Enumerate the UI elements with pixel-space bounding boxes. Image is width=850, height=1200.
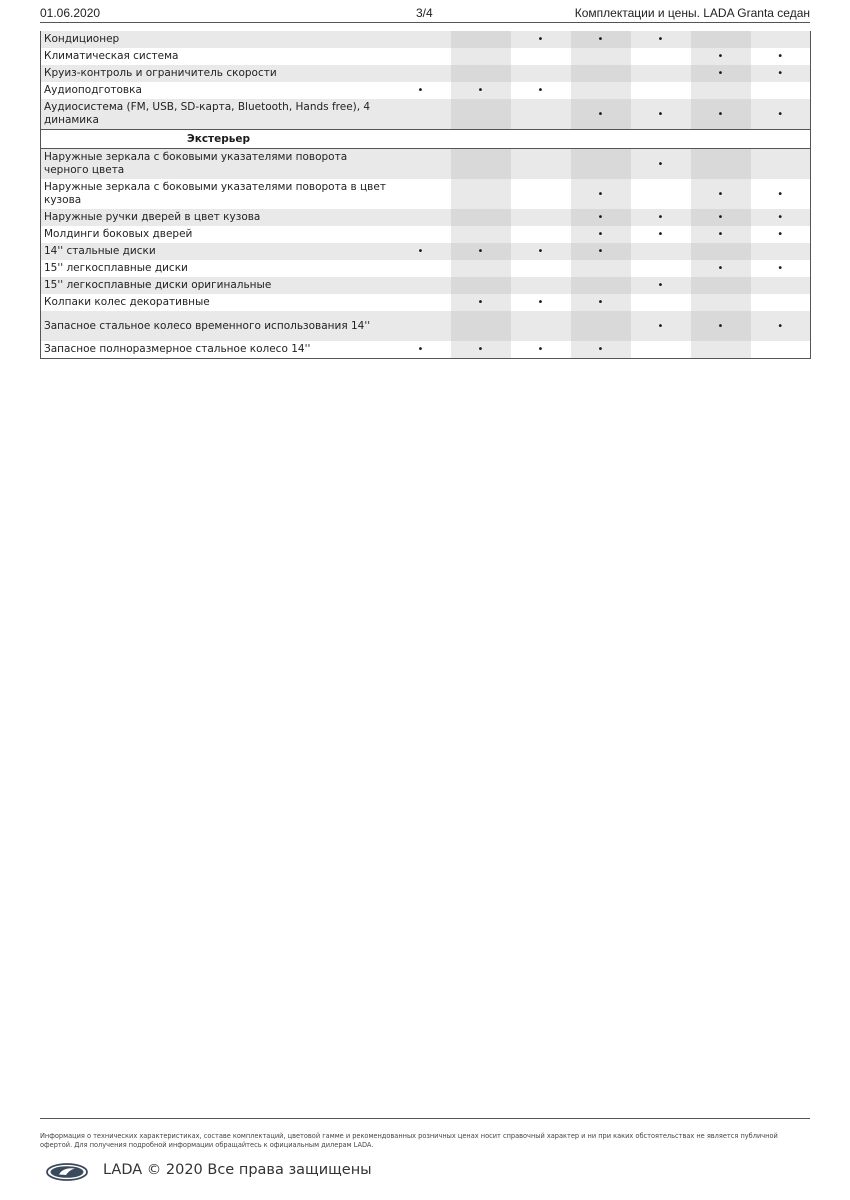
table-row <box>41 99 811 130</box>
availability-cell <box>511 260 571 277</box>
feature-name: Колпаки колес декоративные <box>41 294 391 311</box>
availability-cell: • <box>451 294 511 311</box>
feature-name: Круиз-контроль и ограничитель скорости <box>41 65 391 82</box>
table-row <box>41 65 811 82</box>
feature-name: Наружные зеркала с боковыми указателями поворота в цвет кузова <box>41 179 391 209</box>
availability-cell <box>571 65 631 82</box>
table-row <box>41 243 811 260</box>
availability-cell: • <box>511 243 571 260</box>
table-row <box>41 341 811 359</box>
availability-cell <box>451 226 511 243</box>
availability-cell: • <box>751 260 811 277</box>
availability-cell: • <box>751 226 811 243</box>
availability-cell: • <box>691 99 751 130</box>
availability-cell: • <box>691 48 751 65</box>
availability-cell: • <box>691 226 751 243</box>
availability-cell <box>511 209 571 226</box>
page-number: 3/4 <box>416 6 433 20</box>
availability-cell <box>691 277 751 294</box>
table-row <box>41 311 811 341</box>
availability-cell: • <box>571 294 631 311</box>
availability-cell: • <box>391 341 451 359</box>
table-row <box>41 31 811 48</box>
availability-cell: • <box>391 243 451 260</box>
availability-cell <box>391 260 451 277</box>
availability-cell <box>451 311 511 341</box>
feature-name: Запасное стальное колесо временного использования 14'' <box>41 311 391 341</box>
availability-cell <box>511 149 571 180</box>
table-row <box>41 209 811 226</box>
availability-cell: • <box>631 99 691 130</box>
availability-cell: • <box>571 243 631 260</box>
section-header-row <box>41 130 811 149</box>
feature-name: Наружные зеркала с боковыми указателями поворота черного цвета <box>41 149 391 180</box>
availability-cell <box>631 294 691 311</box>
availability-cell <box>691 149 751 180</box>
availability-cell <box>751 82 811 99</box>
availability-cell <box>391 31 451 48</box>
availability-cell <box>511 277 571 294</box>
availability-cell: • <box>451 341 511 359</box>
table-row <box>41 179 811 209</box>
availability-cell <box>571 260 631 277</box>
feature-name: Молдинги боковых дверей <box>41 226 391 243</box>
availability-cell <box>391 226 451 243</box>
lada-logo-icon <box>46 1163 88 1181</box>
page-header <box>40 6 810 22</box>
feature-name: Запасное полноразмерное стальное колесо 14'' <box>41 341 391 359</box>
availability-cell <box>391 99 451 130</box>
availability-cell <box>751 294 811 311</box>
availability-cell <box>691 31 751 48</box>
availability-cell: • <box>691 311 751 341</box>
availability-cell <box>511 65 571 82</box>
availability-cell: • <box>511 31 571 48</box>
availability-cell <box>451 179 511 209</box>
availability-cell <box>511 179 571 209</box>
feature-name: Аудиоподготовка <box>41 82 391 99</box>
availability-cell <box>391 311 451 341</box>
feature-name: 15'' легкосплавные диски <box>41 260 391 277</box>
availability-cell <box>391 294 451 311</box>
availability-cell: • <box>571 31 631 48</box>
availability-cell <box>451 99 511 130</box>
table-row <box>41 277 811 294</box>
availability-cell <box>751 277 811 294</box>
availability-cell <box>511 48 571 65</box>
availability-cell: • <box>571 209 631 226</box>
availability-cell: • <box>631 311 691 341</box>
availability-cell: • <box>511 82 571 99</box>
availability-cell: • <box>751 48 811 65</box>
availability-cell <box>391 48 451 65</box>
availability-cell: • <box>691 209 751 226</box>
availability-cell: • <box>691 65 751 82</box>
availability-cell <box>751 31 811 48</box>
availability-cell <box>751 341 811 359</box>
feature-name: Климатическая система <box>41 48 391 65</box>
availability-cell <box>691 82 751 99</box>
table-row <box>41 149 811 180</box>
footer-disclaimer: Информация о технических характеристиках, составе комплектаций, цветовой гамме и рекомендованных розничных ценах носит справочный характер и ни при каких обстоятельствах не является публичной офертой. Для получения подробной информации обращайтесь к официальным дилерам LADA. <box>40 1132 778 1149</box>
availability-cell <box>451 31 511 48</box>
availability-cell: • <box>451 82 511 99</box>
availability-cell <box>631 260 691 277</box>
availability-cell: • <box>571 341 631 359</box>
availability-cell <box>631 65 691 82</box>
availability-cell: • <box>691 260 751 277</box>
availability-cell <box>571 311 631 341</box>
availability-cell <box>571 149 631 180</box>
document-date: 01.06.2020 <box>40 6 101 20</box>
availability-cell: • <box>571 226 631 243</box>
availability-cell <box>631 179 691 209</box>
availability-cell <box>751 243 811 260</box>
availability-cell: • <box>751 209 811 226</box>
availability-cell <box>391 277 451 294</box>
availability-cell: • <box>631 149 691 180</box>
availability-cell <box>391 209 451 226</box>
availability-cell: • <box>511 341 571 359</box>
availability-cell <box>571 277 631 294</box>
table-row <box>41 226 811 243</box>
footer-copyright: LADA © 2020 Все права защищены <box>103 1162 372 1178</box>
section-title: Экстерьер <box>41 130 811 149</box>
document-title: Комплектации и цены. LADA Granta седан <box>574 6 810 20</box>
availability-cell: • <box>751 65 811 82</box>
availability-cell: • <box>631 226 691 243</box>
availability-cell <box>691 341 751 359</box>
availability-cell: • <box>751 99 811 130</box>
availability-cell <box>451 149 511 180</box>
availability-cell: • <box>571 179 631 209</box>
footer-divider <box>40 1118 810 1119</box>
availability-cell <box>391 65 451 82</box>
availability-cell <box>631 48 691 65</box>
feature-name: Наружные ручки дверей в цвет кузова <box>41 209 391 226</box>
availability-cell <box>451 277 511 294</box>
availability-cell <box>511 311 571 341</box>
availability-cell <box>511 226 571 243</box>
table-row <box>41 260 811 277</box>
availability-cell <box>571 48 631 65</box>
availability-cell: • <box>571 99 631 130</box>
availability-cell <box>391 149 451 180</box>
availability-cell: • <box>451 243 511 260</box>
availability-cell: • <box>511 294 571 311</box>
availability-cell: • <box>391 82 451 99</box>
availability-cell <box>691 294 751 311</box>
feature-name: 14'' стальные диски <box>41 243 391 260</box>
availability-cell: • <box>751 311 811 341</box>
availability-cell <box>511 99 571 130</box>
availability-cell <box>391 179 451 209</box>
equipment-table-body <box>41 31 811 359</box>
table-row <box>41 294 811 311</box>
availability-cell <box>631 341 691 359</box>
feature-name: Кондиционер <box>41 31 391 48</box>
availability-cell <box>451 65 511 82</box>
availability-cell <box>451 209 511 226</box>
availability-cell <box>631 82 691 99</box>
table-row <box>41 48 811 65</box>
availability-cell <box>691 243 751 260</box>
table-row <box>41 82 811 99</box>
availability-cell <box>571 82 631 99</box>
availability-cell: • <box>631 277 691 294</box>
availability-cell: • <box>691 179 751 209</box>
header-divider <box>40 22 810 23</box>
availability-cell: • <box>631 31 691 48</box>
availability-cell: • <box>631 209 691 226</box>
availability-cell: • <box>751 179 811 209</box>
availability-cell <box>451 260 511 277</box>
availability-cell <box>451 48 511 65</box>
availability-cell <box>751 149 811 180</box>
feature-name: Аудиосистема (FM, USB, SD-карта, Bluetooth, Hands free), 4 динамика <box>41 99 391 130</box>
feature-name: 15'' легкосплавные диски оригинальные <box>41 277 391 294</box>
availability-cell <box>631 243 691 260</box>
equipment-table <box>40 31 811 359</box>
